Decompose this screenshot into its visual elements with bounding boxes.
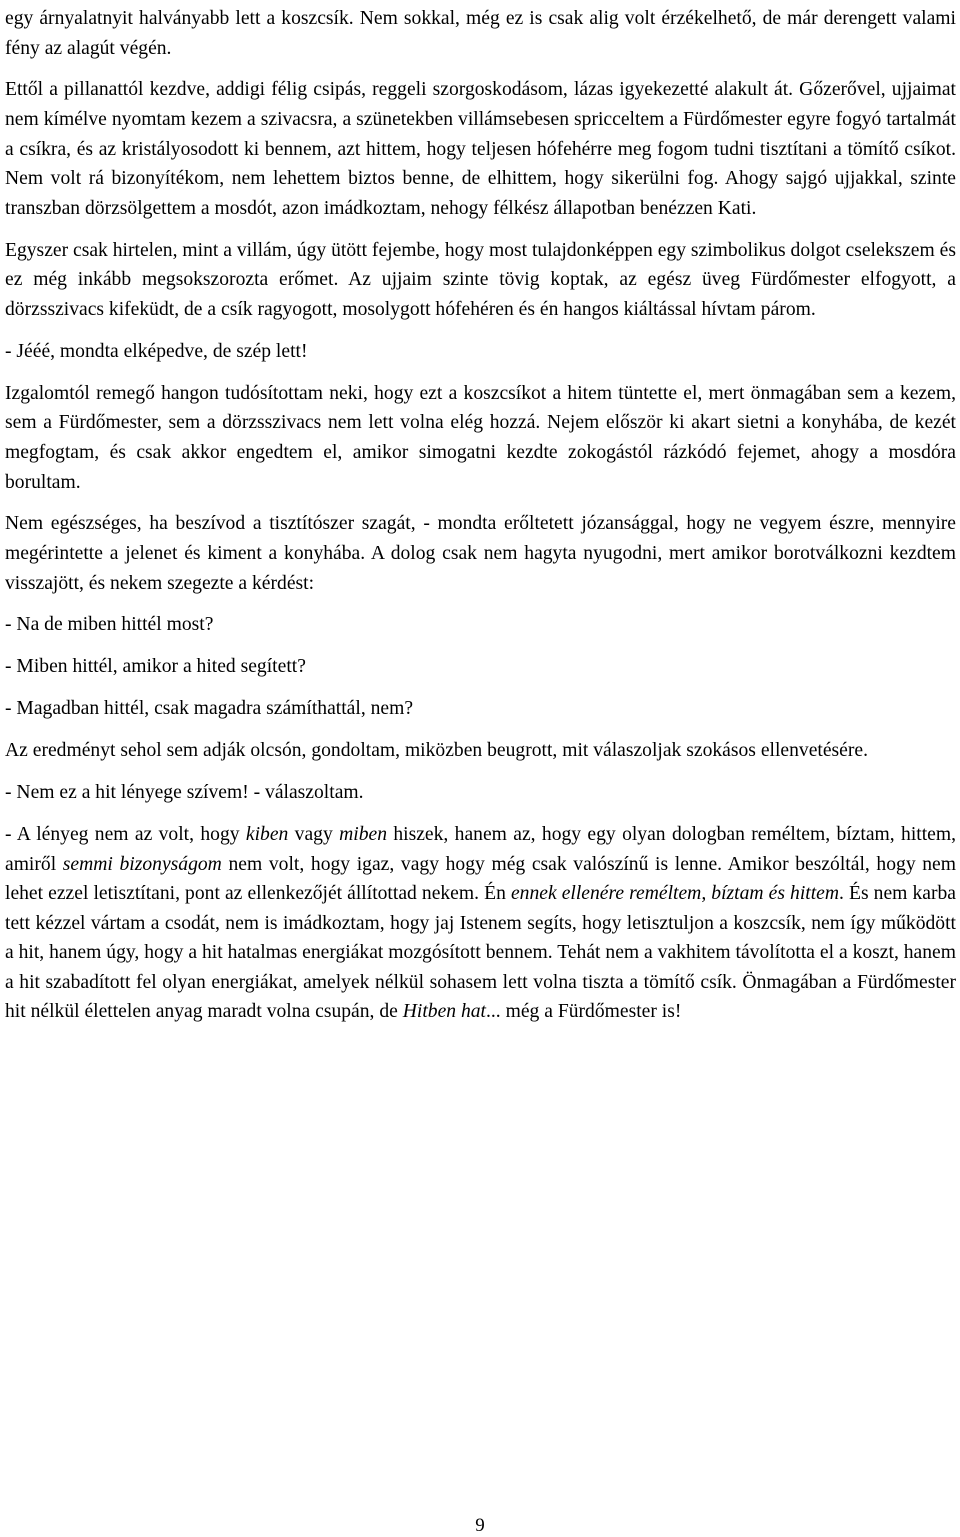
paragraph xyxy=(5,236,956,325)
dialogue-line xyxy=(5,610,956,640)
text-run: . És nem karba tett kézzel vártam a csodát, nem is imádkoztam, hogy jaj Istenem segíts, hogy letisztuljon a koszcsík, nem így működött a hit, hanem úgy, hogy a hit hatalmas energiákat mozgósított bennem. Tehát nem a vakhitem távolította el a koszt, hanem a hit szabadított fel olyan energiákat, amelyek nélkül sohasem lett volna tiszta a tömítő csík. Önmagában a Fürdőmester hit nélkül élettelen anyag maradt volna csupán, de xyxy=(5,883,957,1023)
text-run: hiszek, hanem az, hogy egy olyan dologban reméltem, bíztam, hittem, amiről xyxy=(5,823,956,875)
paragraph xyxy=(5,736,956,766)
text-run: - Magadban hittél, csak magadra számíthattál, nem? xyxy=(5,698,414,720)
paragraph xyxy=(5,379,956,497)
paragraph xyxy=(5,75,956,223)
italic-text: ennek ellenére reméltem, bíztam és hittem xyxy=(510,883,840,905)
text-run: Ettől a pillanattól kezdve, addigi félig csipás, reggeli szorgoskodásom, lázas igyekezetté alakult át. Gőzerővel, ujjaimat nem kímélve nyomtam kezem a szivacsra, a szünetekben villámsebesen spricceltem a Fürdőmester egyre fogyó tartalmát a csíkra, és az kristályosodott ki bennem, azt hittem, hogy teljesen hófehérre meg fogom tudni tisztítani a tömítő csíkot. Nem volt rá bizonyítékom, nem lehettem biztos benne, de elhittem, hogy sikerülni fog. Ahogy sajgó ujjakkal, szinte transzban dörzsölgettem a mosdót, azon imádkoztam, nehogy félkész állapotban benézzen Kati. xyxy=(5,79,956,219)
text-run: - Nem ez a hit lényege szívem! - válaszoltam. xyxy=(5,782,364,804)
paragraph xyxy=(5,820,956,1027)
italic-text: kiben xyxy=(245,823,289,845)
text-run: - Na de miben hittél most? xyxy=(5,614,214,636)
text-run: Nem egészséges, ha beszívod a tisztítószer szagát, - mondta erőltetett józansággal, hogy ne vegyem észre, mennyire megérintette a jelenet és kiment a konyhába. A dolog csak nem hagyta nyugodni, mert amikor borotválkozni kezdtem visszajött, és nekem szegezte a kérdést: xyxy=(5,513,956,594)
dialogue-line xyxy=(5,337,956,367)
text-run: egy árnyalatnyit halványabb lett a koszcsík. Nem sokkal, még ez is csak alig volt érzékelhető, de már derengett valami fény az alagút végén. xyxy=(5,8,956,59)
text-run: - A lényeg nem az volt, hogy xyxy=(5,823,246,845)
text-run: - Jééé, mondta elképedve, de szép lett! xyxy=(5,340,308,362)
dialogue-line xyxy=(5,652,956,682)
text-run: Izgalomtól remegő hangon tudósítottam neki, hogy ezt a koszcsíkot a hitem tüntette el, mert önmagában sem a kezem, sem a Fürdőmester, sem a dörzsszivacs nem lett volna elég hozzá. Nejem először ki akart sietni a konyhába, de kezét megfogtam, és csak akkor engedtem el, amikor simogatni kezdte zokogástól rázkódó fejemet, ahogy a mosdóra borultam. xyxy=(5,382,956,493)
text-run: ... még a Fürdőmester is! xyxy=(486,1001,682,1023)
paragraph xyxy=(5,4,956,63)
italic-text: semmi bizonyságom xyxy=(62,853,222,875)
paragraph xyxy=(5,509,956,598)
text-run: - Miben hittél, amikor a hited segített? xyxy=(5,656,306,678)
page-body xyxy=(5,0,956,1027)
page-number: 9 xyxy=(475,1515,485,1536)
italic-text: Hitben hat xyxy=(402,1001,486,1023)
text-run: Egyszer csak hirtelen, mint a villám, úgy ütött fejembe, hogy most tulajdonképpen egy szimbolikus dolgot cselekszem és ez még inkább megsokszorozta erőmet. Az ujjaim szinte tövig koptak, az egész üveg Fürdőmester elfogyott, a dörzsszivacs kifeküdt, de a csík ragyogott, mosolygott hófehéren és én hangos kiáltással hívtam párom. xyxy=(5,239,956,320)
text-run: nem volt, hogy igaz, vagy hogy még csak valószínű is lenne. Amikor beszóltál, hogy nem lehet ezzel letisztítani, pont az ellenkezőjét állítottad nekem. Én xyxy=(5,853,956,905)
text-run: Az eredményt sehol sem adják olcsón, gondoltam, miközben beugrott, mit válaszoljak szokásos ellenvetésére. xyxy=(5,740,868,762)
text-run: vagy xyxy=(288,823,340,845)
dialogue-line xyxy=(5,694,956,724)
italic-text: miben xyxy=(339,823,388,845)
dialogue-line xyxy=(5,778,956,808)
